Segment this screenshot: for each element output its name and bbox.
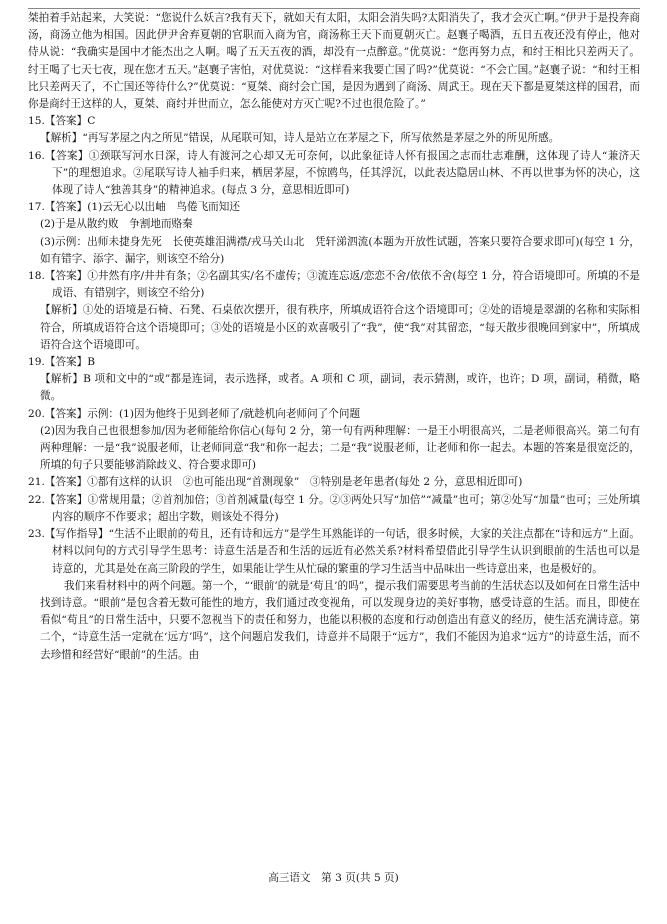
q17-answer: 17.【答案】(1)云无心以出岫 鸟倦飞而知还 [28, 201, 240, 214]
q22-answer: 22.【答案】①常规用量；②首剂加倍；③首剂减量(每空 1 分。②③两处只写“加倍”“减量”也可；第②处写“加量”也可；三处所填内容的顺序不作要求；超出字数，则该处不得分) [28, 493, 640, 523]
q15-answer: 15.【答案】C [28, 115, 96, 128]
answer-key-page [28, 8, 640, 664]
q20-answer: 20.【答案】示例：(1)因为他终于见到老师了/就趁机向老师问了个问题 [28, 407, 361, 420]
q18-analysis: 【解析】①处的语境是石椅、石凳、石桌依次摆开，很有秩序，所填成语符合这个语境即可；②处的语境是翠湖的名称和实际相符合，所填成语符合这个语境即可；③处的语境是小区的欢喜吸引了“我”，使“我”对其留恋，“每天散步很晚回到家中”，所填成语符合这个语境即可。 [40, 304, 640, 351]
q20-part2: (2)因为我自己也很想参加/因为老师能给你信心(每句 2 分，第一句有两种理解：一是王小明很高兴，二是老师很高兴。第二句有两种理解：一是“我”说服老师，让老师同意“我”和你一起去；二是“我”说服老师，让老师和你一起去。本题的答案是很宽泛的，所填的句子只要能够消除歧义、符合要求即可) [40, 424, 640, 472]
q17-part3: (3)示例：出师未捷身先死 长使英雄泪满襟/戎马关山北 凭轩涕泗流(本题为开放性试题，答案只要符合要求即可)(每空 1 分，如有错字、添字、漏字，则该空不给分) [40, 235, 640, 265]
q21-answer: 21.【答案】①都有这样的认识 ②也可能出现“首测现象” ③特别是老年患者(每处 2 分，意思相近即可) [28, 476, 523, 489]
translation-paragraph: 桀拍着手站起来，大笑说：“您说什么妖言?我有天下，就如天有太阳，太阳会消失吗?太阳消失了，我才会灭亡啊。”伊尹于是投奔商汤，商汤立他为相国。因此伊尹舍弃夏朝的官职而入商为官，商汤称王天下而夏朝灭亡。赵襄子喝酒，五日五夜还没有停止，他对侍从说：“我确实是国中才能杰出之人啊。喝了五天五夜的酒，却没有一点醉意。”优莫说：“您再努力点，和纣王相比只差两天了。纣王喝了七天七夜，现在您才五天。”赵襄子害怕，对优莫说：“这样看来我要亡国了吗?”优莫说：“不会亡国。”赵襄子说：“和纣王相比只差两天了，不亡国还等待什么?”优莫说：“夏桀、商纣会亡国，是因为遇到了商汤、周武王。现在天下都是夏桀这样的国君，而你是商纣王这样的人，夏桀、商纣并世而立，怎么能使对方灭亡呢?不过也很危险了。” [28, 12, 640, 111]
q23-writing-guide: 23.【写作指导】“生活不止眼前的苟且，还有诗和远方”是学生耳熟能详的一句话，很多时候，大家的关注点都在“诗和远方”上面。材料以问句的方式引导学生思考：诗意生活是否和生活的远近有必然关系?材料希望借此引导学生认识到眼前的生活也可以是诗意的，尤其是处在高三阶段的学生，如果能让学生从忙碌的繁重的学习生活当中品味出一些诗意出来，也是极好的。 [28, 528, 640, 575]
q15-analysis: 【解析】“再写茅屋之内之所见”错误，从尾联可知，诗人是站立在茅屋之下，所写依然是茅屋之外的所见所感。 [40, 132, 560, 145]
q19-analysis: 【解析】B 项和文中的“或”都是连词，表示选择，或者。A 项和 C 项，副词，表示猜测，或许，也许；D 项，副词，稍微，略微。 [40, 373, 640, 403]
q17-part2: (2)于是从散约败 争割地而赂秦 [40, 218, 193, 231]
q19-answer: 19.【答案】B [28, 356, 96, 369]
q23-paragraph: 我们来看材料中的两个问题。第一个，“‘眼前’的就是‘苟且’的吗”，提示我们需要思考当前的生活状态以及如何在日常生活中找到诗意。“眼前”是包含着无数可能性的地方，我们通过改变视角，可以发现身边的美好事物，感受诗意的生活。而且，即使在看似“苟且”的日常生活中，只要不忽视当下的责任和努力，也能以积极的态度和行动创造出有意义的经历，使生活充满诗意。第二个，“诗意生活一定就在‘远方’吗”，这个问题启发我们，诗意并不局限于“远方”，我们不能因为追求“远方”的诗意生活，而不去珍惜和经营好“眼前”的生活。由 [40, 579, 640, 661]
page-footer: 高三语文 第 3 页(共 5 页) [268, 872, 399, 884]
top-rule [28, 8, 640, 9]
q16-answer: 16.【答案】①颈联写河水日深，诗人有渡河之心却又无可奈何，以此象征诗人怀有报国之志而壮志难酬，这体现了诗人“兼济天下”的理想追求。②尾联写诗人袖手归来，栖居茅屋，不惊鸥鸟，任其浮沉，以此表达隐居山林、不再以世事为怀的决心，这体现了诗人“独善其身”的精神追求。(每点 3 分，意思相近即可) [28, 149, 640, 197]
q18-answer: 18.【答案】①井然有序/井井有条；②名副其实/名不虚传；③流连忘返/恋恋不舍/依依不舍(每空 1 分，符合语境即可。所填的不是成语、有错别字，则该空不给分) [28, 270, 640, 300]
